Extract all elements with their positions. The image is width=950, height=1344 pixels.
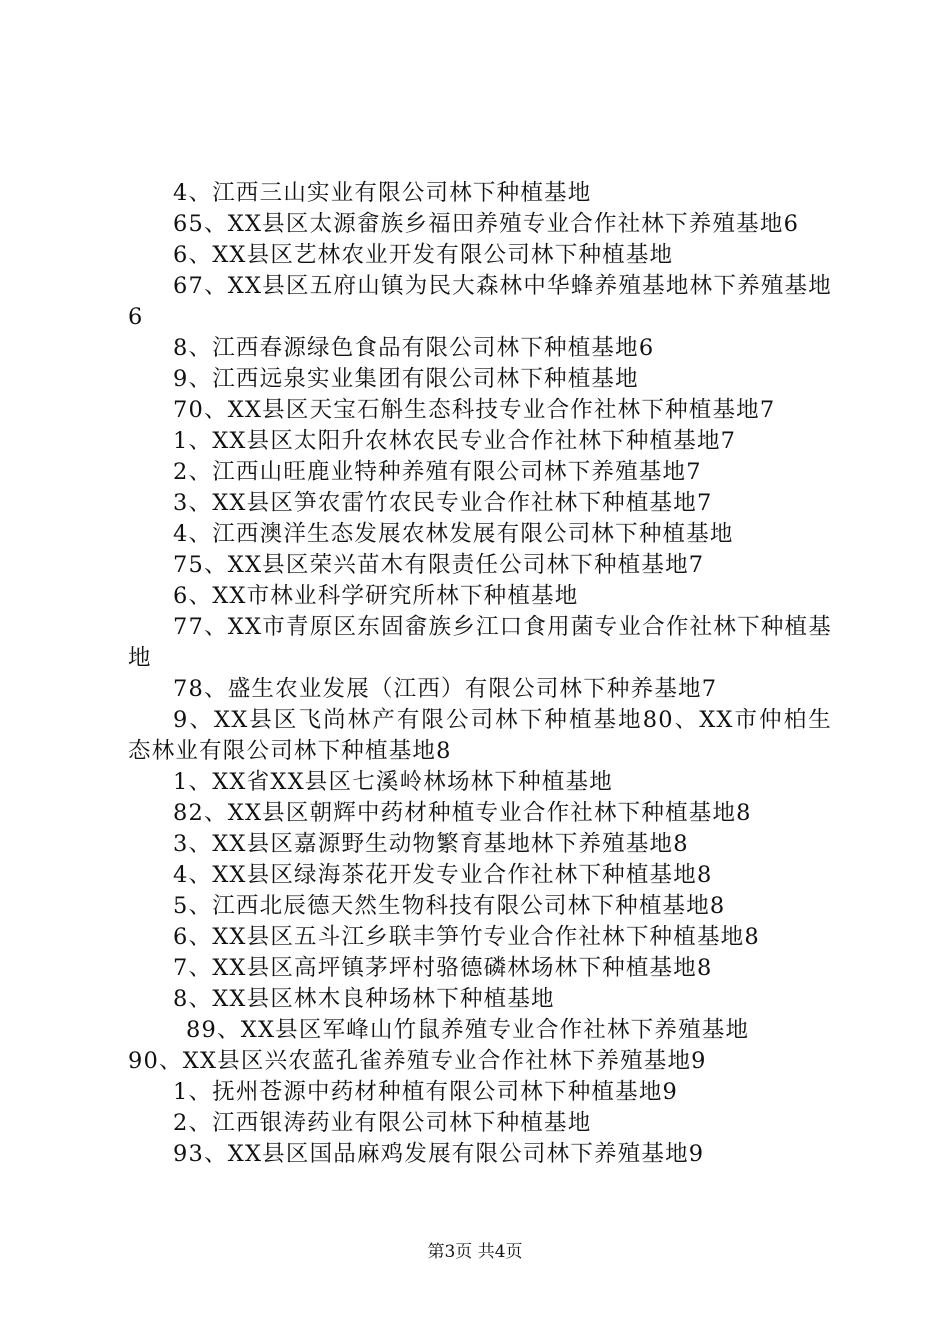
list-item: 4、江西澳洋生态发展农林发展有限公司林下种植基地 (173, 521, 734, 547)
list-item: 3、XX县区嘉源野生动物繁育基地林下养殖基地8 (173, 831, 689, 857)
list-item: 1、抚州苍源中药材种植有限公司林下种植基地9 (173, 1079, 679, 1105)
list-item: 2、江西银涛药业有限公司林下种植基地 (173, 1110, 592, 1136)
list-item: 90、XX县区兴农蓝孔雀养殖专业合作社林下养殖基地9 (128, 1048, 707, 1074)
list-item: 7、XX县区高坪镇茅坪村骆德磷林场林下种植基地8 (173, 955, 713, 981)
page-footer (0, 1242, 950, 1262)
list-item: 78、盛生农业发展（江西）有限公司林下种养基地7 (173, 676, 718, 702)
list-item: 70、XX县区天宝石斛生态科技专业合作社林下种植基地7 (173, 397, 776, 423)
list-item: 3、XX县区笋农雷竹农民专业合作社林下种植基地7 (173, 490, 713, 516)
list-item: 4、江西三山实业有限公司林下种植基地 (173, 180, 592, 206)
list-item: 5、江西北辰德天然生物科技有限公司林下种植基地8 (173, 893, 726, 919)
list-item: 6、XX县区艺林农业开发有限公司林下种植基地 (173, 242, 674, 268)
list-item: 9、XX县区飞尚林产有限公司林下种植基地80、XX市仲柏生态林业有限公司林下种植基地8 (128, 707, 832, 764)
list-item: 77、XX市青原区东固畲族乡江口食用菌专业合作社林下种植基地 (128, 614, 832, 671)
list-item: 8、江西春源绿色食品有限公司林下种植基地6 (173, 335, 655, 361)
list-item: 75、XX县区荣兴苗木有限责任公司林下种植基地7 (173, 552, 705, 578)
list-item: 67、XX县区五府山镇为民大森林中华蜂养殖基地林下养殖基地6 (128, 273, 832, 330)
list-item: 89、XX县区军峰山竹鼠养殖专业合作社林下养殖基地 (186, 1017, 750, 1043)
list-item: 2、江西山旺鹿业特种养殖有限公司林下养殖基地7 (173, 459, 702, 485)
list-item: 9、江西远泉实业集团有限公司林下种植基地 (173, 366, 639, 392)
list-item: 65、XX县区太源畲族乡福田养殖专业合作社林下养殖基地6 (173, 211, 800, 237)
list-item: 8、XX县区林木良种场林下种植基地 (173, 986, 555, 1012)
document-body (128, 178, 832, 1170)
list-item: 1、XX县区太阳升农林农民专业合作社林下种植基地7 (173, 428, 737, 454)
list-item: 82、XX县区朝辉中药材种植专业合作社林下种植基地8 (173, 800, 752, 826)
list-item: 6、XX市林业科学研究所林下种植基地 (173, 583, 579, 609)
list-item: 93、XX县区国品麻鸡发展有限公司林下养殖基地9 (173, 1141, 705, 1167)
list-item: 4、XX县区绿海茶花开发专业合作社林下种植基地8 (173, 862, 713, 888)
list-item: 6、XX县区五斗江乡联丰笋竹专业合作社林下种植基地8 (173, 924, 760, 950)
list-item: 1、XX省XX县区七溪岭林场林下种植基地 (173, 769, 613, 795)
page-number: 第3页 共4页 (427, 1242, 523, 1262)
